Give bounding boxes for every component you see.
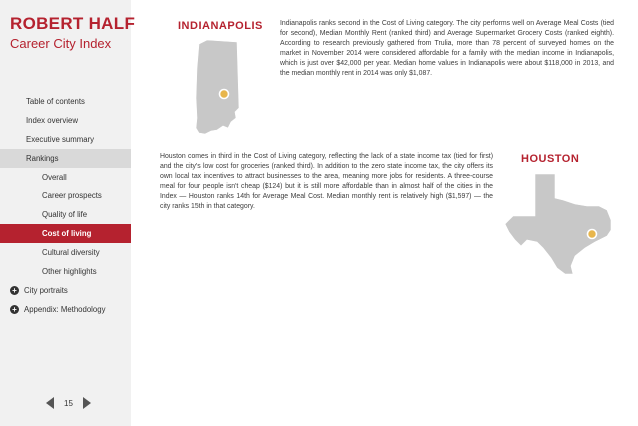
- prev-page-arrow-icon[interactable]: [46, 397, 54, 409]
- nav-item-city-portraits-label: City portraits: [24, 285, 68, 295]
- next-page-arrow-icon[interactable]: [83, 397, 91, 409]
- indianapolis-marker-icon: [220, 90, 229, 99]
- nav-item-city-portraits[interactable]: [0, 281, 131, 300]
- texas-map: [503, 172, 621, 276]
- indiana-map: [193, 38, 245, 138]
- nav-item-appendix-label: Appendix: Methodology: [24, 304, 106, 314]
- nav-item-overall[interactable]: Overall: [42, 172, 67, 182]
- pager: [46, 396, 91, 410]
- nav-item-table-of-contents[interactable]: Table of contents: [26, 96, 85, 106]
- nav-item-appendix[interactable]: [0, 300, 131, 319]
- nav-item-other-highlights[interactable]: Other highlights: [42, 266, 97, 276]
- nav-item-cost-of-living[interactable]: Cost of living: [0, 224, 131, 243]
- page-number: 15: [64, 398, 73, 408]
- brand-subtitle: Career City Index: [10, 36, 112, 51]
- nav-menu: [0, 92, 131, 319]
- expand-plus-icon: +: [10, 286, 19, 295]
- nav-item-rankings[interactable]: Rankings: [0, 149, 131, 168]
- texas-state-shape: [505, 174, 611, 274]
- nav-item-career-prospects[interactable]: Career prospects: [42, 191, 102, 201]
- houston-paragraph: Houston comes in third in the Cost of Living category, reflecting the lack of a state income tax (tied for first) and the city's low cost for groceries (ranked third). In addition to the zero state income tax, the city offers its own local tax incentives to attract businesses to the area, meaning more jobs for residents. A three-course meal for four people isn't cheap ($124) but it is still more affordable than in almost half of the cities in the Index — Houston ranks 14th for Average Meal Cost. Median monthly rent is relatively high ($1,597) — the city ranks 15th in that category.: [160, 153, 493, 211]
- indianapolis-title: INDIANAPOLIS: [178, 20, 263, 32]
- indianapolis-paragraph: Indianapolis ranks second in the Cost of Living category. The city performs well on Average Meal Costs (tied for second), Median Monthly Rent (ranked third) and Average Supermarket Grocery Costs (ranked eighth). According to research previously gathered from Trulia, more than 78 percent of surveyed homes on the market in November 2014 were considered affordable for a family with the median income in Indianapolis, which is just over $42,000 per year. Median home values in Indianapolis were about $118,000 in 2013, and the median monthly rent in 2014 was only $1,087.: [280, 20, 614, 78]
- sidebar: [0, 0, 136, 426]
- indiana-state-shape: [196, 40, 239, 134]
- nav-item-index-overview[interactable]: Index overview: [26, 115, 79, 125]
- nav-item-quality-of-life[interactable]: Quality of life: [42, 210, 88, 220]
- houston-title: HOUSTON: [521, 153, 580, 165]
- nav-item-cultural-diversity[interactable]: Cultural diversity: [42, 248, 100, 258]
- nav-item-executive-summary[interactable]: Executive summary: [26, 134, 95, 144]
- expand-plus-icon: +: [10, 305, 19, 314]
- brand-title: ROBERT HALF: [10, 14, 136, 33]
- houston-marker-icon: [588, 230, 597, 239]
